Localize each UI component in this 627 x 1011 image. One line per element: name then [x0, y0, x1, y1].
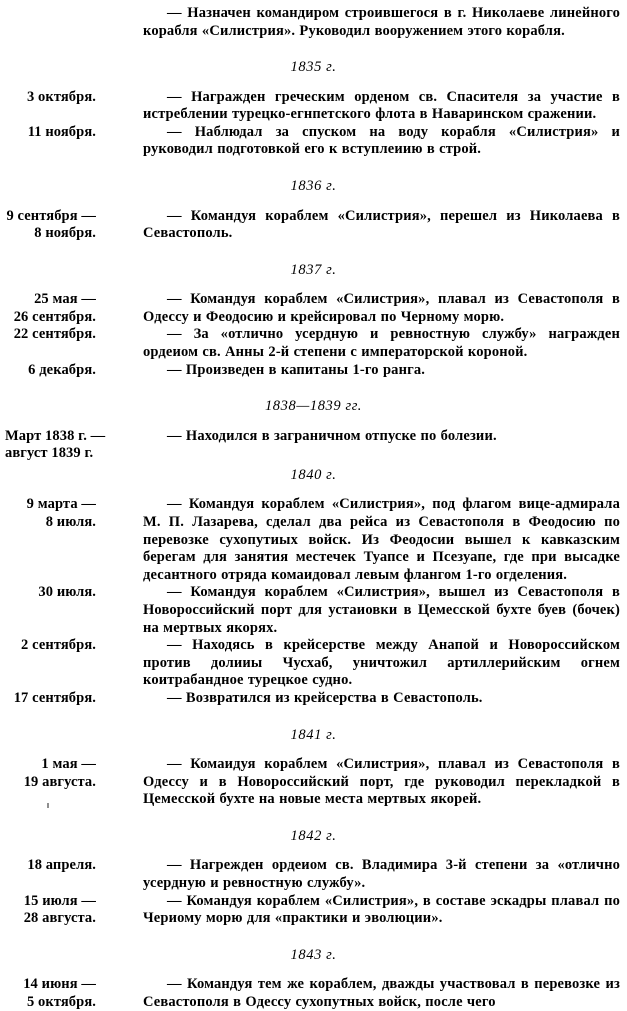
entry-paragraph: — Командуя кораблем «Силистрия», в составе эскадры плавал по Чериому морю для «практики и эволюции».: [143, 892, 620, 927]
entry-body-cell: [143, 893, 627, 928]
entry-date-line: 9 сентября —: [6, 207, 96, 224]
spacer: [0, 482, 627, 496]
spacer: [0, 742, 627, 756]
year-heading: 1840 г.: [290, 466, 337, 483]
entry-body-cell: [143, 976, 627, 1011]
entry-date-line: 17 сентября.: [13, 689, 96, 706]
ink-speck: [47, 803, 49, 808]
entry-date-line: 8 июля.: [45, 514, 96, 530]
entry-date-line: 5 октября.: [26, 993, 96, 1010]
chronology-entry: [0, 637, 627, 690]
spacer: [0, 414, 627, 428]
entry-body-cell: [143, 291, 627, 326]
spacer: [0, 159, 627, 179]
spacer: [0, 379, 627, 399]
entry-date-line: 9 марта —: [26, 496, 96, 513]
entry-date-line: 28 августа.: [23, 910, 96, 927]
entry-date-cell: [0, 89, 143, 107]
year-heading: 1841 г.: [290, 726, 337, 743]
entry-body-cell: [143, 5, 627, 40]
spacer: [0, 962, 627, 976]
entry-date-cell: [0, 428, 143, 463]
entry-date-line: 15 июля —: [23, 892, 96, 909]
spacer: [0, 843, 627, 857]
entry-date-cell: [0, 756, 143, 791]
entry-date-cell: [0, 496, 143, 531]
entry-date-line: 22 сентября.: [13, 326, 96, 343]
entry-date-cell: [0, 976, 143, 1011]
entry-date-cell: [0, 893, 143, 928]
chronology-entry: [0, 89, 627, 124]
year-heading: 1835 г.: [290, 59, 337, 76]
entry-date-cell: [0, 690, 143, 708]
entry-body-cell: [143, 208, 627, 243]
entry-date-line: 3 октября.: [26, 88, 96, 105]
entry-body-cell: [143, 857, 627, 892]
entry-date-line: 6 декабря.: [28, 361, 96, 378]
chronology-entry: [0, 496, 627, 584]
chronology-entry: [0, 893, 627, 928]
entry-date-line: 14 июня —: [23, 976, 96, 993]
entry-date-line: 18 апреля.: [27, 857, 96, 874]
chronology-entry: [0, 291, 627, 326]
spacer: [0, 708, 627, 728]
chronology-entry: [0, 584, 627, 637]
year-heading: 1836 г.: [290, 178, 337, 195]
entry-paragraph: — Наблюдал за спуском на воду корабля «Силистрия» и руководил подготовкой его к вступлеиию в строй.: [143, 123, 620, 158]
entry-body-cell: [143, 496, 627, 584]
entry-date-line: август 1839 г.: [5, 445, 94, 462]
entry-date-cell: [0, 124, 143, 142]
chronology-entry: [0, 362, 627, 380]
entry-paragraph: — Командуя кораблем «Силистрия», под флагом вице-адмирала М. П. Лазарева, сделал два рейса из Севастополя в Феодосию по перевозке сухопутиых войск. Из Феодосии вышел к кавказским берегам для занятия местечек Туапсе и Псезуапе, где при высадке десантного отряда комаидовал левым флангом 1-го огделения.: [143, 496, 620, 583]
entry-body-cell: [143, 428, 627, 446]
entry-paragraph: — Находился в заграничном отпуске по болезии.: [167, 427, 497, 444]
spacer: [0, 809, 627, 829]
chronology-entry: [0, 326, 627, 361]
entry-date-line: 19 августа.: [23, 773, 96, 790]
entry-date-line: 1 мая —: [41, 756, 96, 773]
entry-body-cell: [143, 584, 627, 637]
chronology-entry: [0, 857, 627, 892]
chronology-entry: [0, 124, 627, 159]
entry-date-cell: [0, 584, 143, 602]
entry-paragraph: — Возвратился из крейсерства в Севастополь.: [167, 689, 483, 706]
spacer: [0, 243, 627, 263]
spacer: [0, 277, 627, 291]
year-heading: 1838—1839 гг.: [264, 398, 363, 415]
entry-body-cell: [143, 756, 627, 809]
entry-date-line: 8 ноября.: [34, 225, 96, 242]
entry-paragraph: — Комаидуя кораблем «Силистрия», плавал из Севастополя в Одессу и в Новороссийский порт, где руководил перекладкой в Цемесской бухте на новые места мертвых якорей.: [143, 756, 620, 808]
entry-paragraph: — Находясь в крейсерстве между Анапой и Новороссийском против долииы Чусхаб, уничтожил артиллерийским огнем коитрабандное турецкое судно.: [143, 637, 620, 689]
entry-body-cell: [143, 637, 627, 690]
entry-date-line: 2 сентября.: [21, 637, 96, 654]
entry-date-cell: [0, 637, 143, 655]
chronology-entry: [0, 208, 627, 243]
entry-date-cell: [0, 291, 143, 326]
entry-date-cell: [0, 362, 143, 380]
chronology-entry: [0, 690, 627, 708]
entry-paragraph: — Награжден греческим орденом св. Спасителя за участие в истреблении турецко-егнпетского флота в Наваринском сражении.: [143, 88, 620, 123]
entry-date-line: 30 июля.: [38, 584, 96, 601]
entry-date-line: Март 1838 г. —: [5, 427, 106, 444]
entry-body-cell: [143, 362, 627, 380]
year-heading: 1842 г.: [290, 827, 337, 844]
entry-paragraph: — Произведен в капитаны 1-го ранга.: [167, 361, 425, 378]
chronology-entry: [0, 428, 627, 463]
entry-paragraph: — За «отлично усердную и ревностную службу» награжден ордеиом св. Анны 2-й степени с императорской короной.: [143, 326, 620, 361]
entry-body-cell: [143, 326, 627, 361]
entry-date-line: 26 сентября.: [13, 308, 96, 325]
entry-body-cell: [143, 124, 627, 159]
entry-date-cell: [0, 208, 143, 243]
entry-date-line: 11 ноября.: [27, 123, 96, 140]
entry-paragraph: — Командуя кораблем «Силистрия», вышел из Севастополя в Новороссийский порт для устаиовки в Цемесской бухте буев (бочек) на мертвых якорях.: [143, 584, 620, 636]
entry-paragraph: — Командуя тем же кораблем, дважды участвовал в перевозке из Севастополя в Одессу сухопутных войск, после чего: [143, 976, 620, 1010]
entry-date-line: 25 мая —: [34, 291, 96, 308]
spacer: [0, 194, 627, 208]
spacer: [0, 928, 627, 948]
entry-date-cell: [0, 326, 143, 344]
spacer: [0, 40, 627, 60]
entry-body-cell: [143, 690, 627, 708]
chronology-entry: [0, 976, 627, 1011]
entry-paragraph: — Командуя кораблем «Силистрия», плавал из Севастополя в Одессу и Феодосию и крейсировал по Черному морю.: [143, 291, 620, 325]
entry-paragraph: — Назначен командиром строившегося в г. Николаеве линейного корабля «Силистрия». Руководил вооружением этого корабля.: [143, 5, 620, 39]
year-heading: 1843 г.: [290, 946, 337, 963]
entry-paragraph: — Командуя кораблем «Силистрия», перешел из Николаева в Севастополь.: [143, 207, 620, 242]
entry-date-cell: [0, 857, 143, 875]
entry-paragraph: — Нагрежден ордеиом св. Владимира 3-й степени за «отлично усердную и ревностную службу».: [143, 857, 620, 891]
entry-body-cell: [143, 89, 627, 124]
chronology-entry: [0, 5, 627, 40]
year-heading: 1837 г.: [290, 261, 337, 278]
chronology-entry: [0, 756, 627, 809]
spacer: [0, 75, 627, 89]
